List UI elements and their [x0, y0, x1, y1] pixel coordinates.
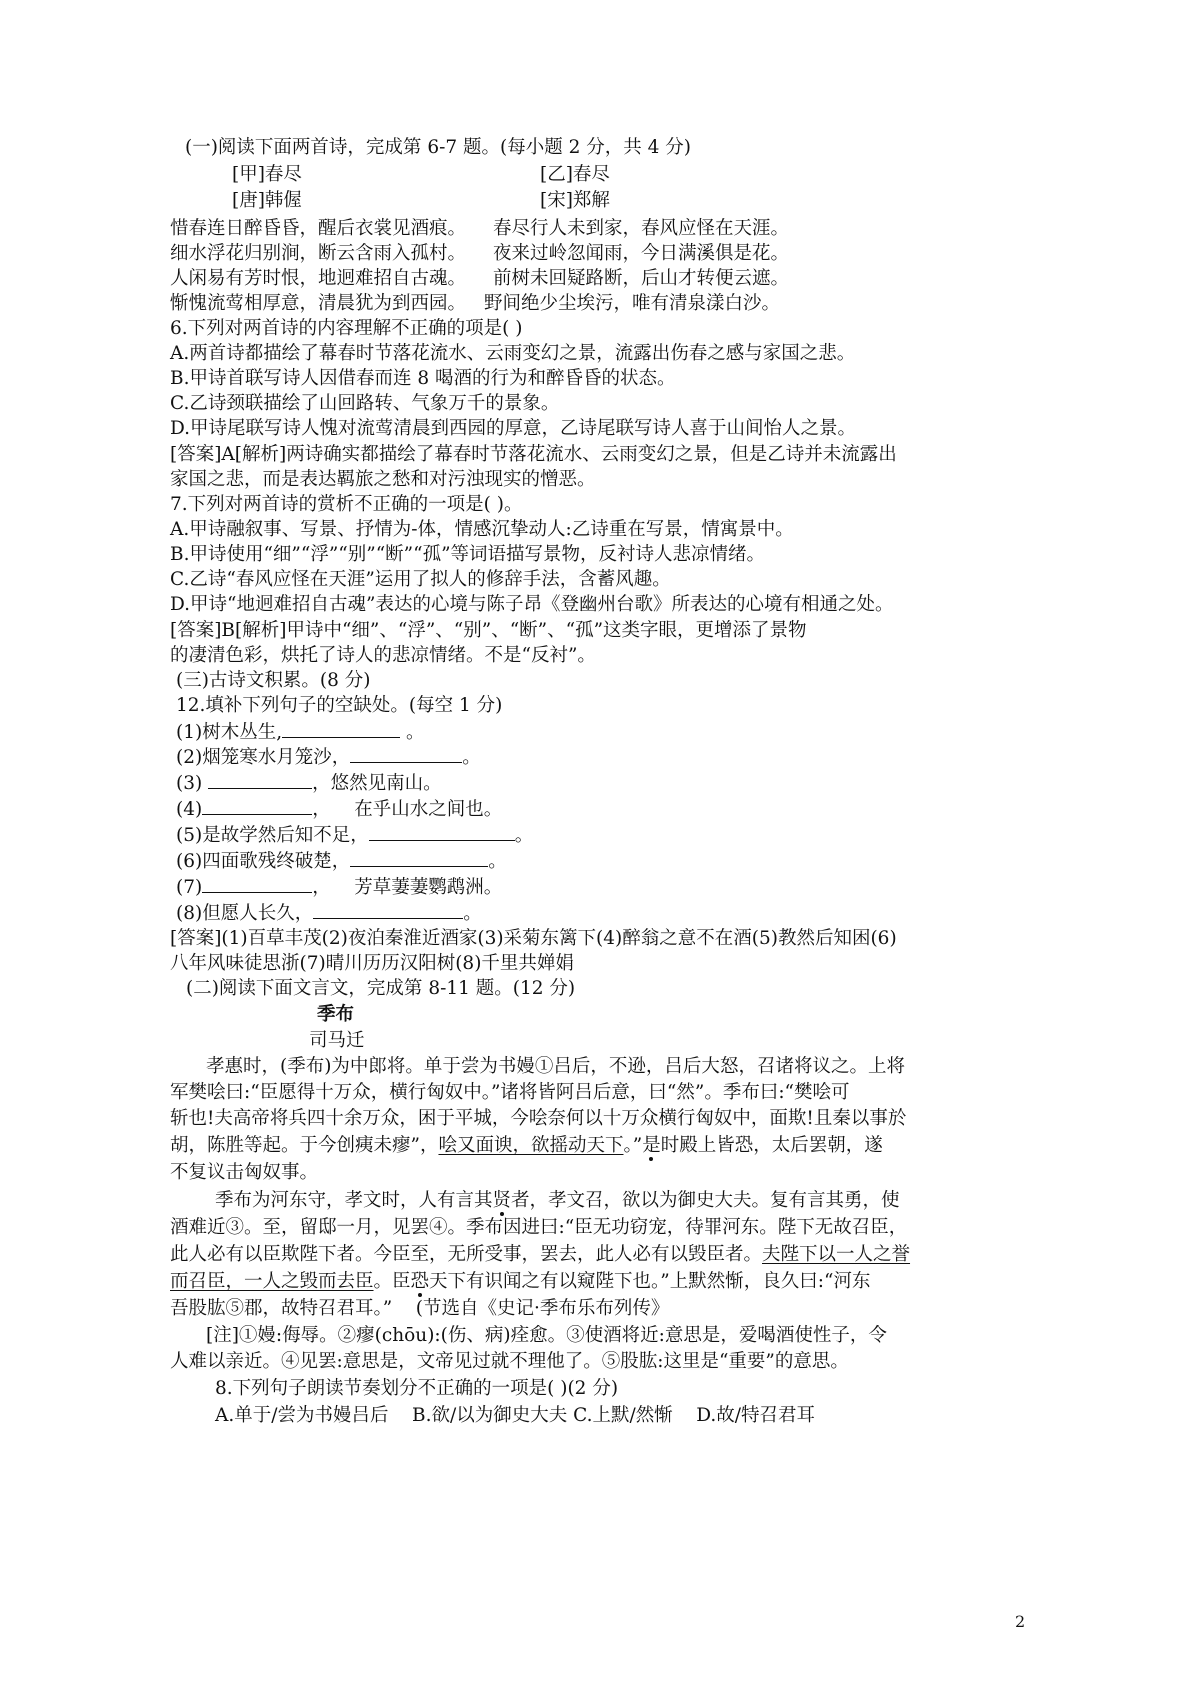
- passage-author: 司马迁: [309, 1030, 365, 1051]
- page-number: 2: [1015, 1612, 1026, 1631]
- q7-option-c: C.乙诗“春风应怪在天涯”运用了拟人的修辞手法，含蓄风趣。: [170, 569, 671, 590]
- q8-options: A.单于/尝为书嫚吕后 B.欲/以为御史大夫 C.上默/然惭 D.故/特召君耳: [215, 1405, 816, 1426]
- q6-option-b: B.甲诗首联写诗人因借春而连 8 喝酒的行为和醉昏昏的状态。: [170, 368, 676, 389]
- poems-intro: (一)阅读下面两首诗，完成第 6-7 题。(每小题 2 分，共 4 分): [185, 137, 691, 158]
- q12-answer: [答案](1)百草丰茂(2)夜泊秦淮近酒家(3)采菊东篱下(4)醉翁之意不在酒(5)教然后知困(6): [170, 928, 897, 949]
- answer-blank[interactable]: [369, 822, 515, 841]
- answer-blank[interactable]: [202, 874, 312, 893]
- q12-item: (2)烟笼寒水月笼沙， 。: [176, 744, 481, 771]
- q7-option-b: B.甲诗使用“细”“浮”“别”“断”“孤”等词语描写景物，反衬诗人悲凉情绪。: [170, 544, 766, 565]
- passage-line: 酒难近③。至，留邸一月，见罢④。季布因进曰:“臣无功窃宠，待罪河东。陛下无故召臣，: [170, 1217, 908, 1238]
- passage-line: 而召臣，一人之毁而去臣。臣恐天下有识闻之有以窥陛下也。”上默然惭，良久曰:“河东: [170, 1271, 871, 1292]
- q7-answer: [答案]B[解析]甲诗中“细”、“浮”、“别”、“断”、“孤”这类字眼，更增添了景物: [170, 620, 807, 641]
- q7-option-d: D.甲诗“地迥难招自古魂”表达的心境与陈子昂《登幽州台歌》所表达的心境有相通之处。: [170, 594, 894, 615]
- underlined-sentence: 哙又面谀，欲摇动天下: [438, 1135, 624, 1156]
- dotted-character: 贤: [492, 1190, 512, 1211]
- q8-stem: 8.下列句子朗读节奏划分不正确的一项是( )(2 分): [215, 1378, 619, 1399]
- answer-blank[interactable]: [282, 719, 400, 738]
- section2-intro: (二)阅读下面文言文，完成第 8-11 题。(12 分): [186, 978, 576, 999]
- passage-line: 此人必有以臣欺陛下者。今臣至，无所受事，罢去，此人必有以毁臣者。夫陛下以一人之誉: [170, 1244, 911, 1265]
- q7-stem: 7.下列对两首诗的赏析不正确的一项是( )。: [170, 494, 523, 515]
- q6-option-d: D.甲诗尾联写诗人愧对流莺清晨到西园的厚意，乙诗尾联写诗人喜于山间怡人之景。: [170, 418, 857, 439]
- answer-blank[interactable]: [202, 796, 312, 815]
- q6-answer: [答案]A[解析]两诗确实都描绘了幕春时节落花流水、云雨变幻之景，但是乙诗并未流露出: [170, 444, 897, 465]
- passage-line: 孝惠时，(季布)为中郎将。单于尝为书嫚①吕后，不逊，吕后大怒，召诸将议之。上将: [206, 1056, 905, 1077]
- q12-item: (4) ， 在乎山水之间也。: [176, 796, 502, 823]
- q7-option-a: A.甲诗融叙事、写景、抒情为-体，情感沉挚动人:乙诗重在写景，情寓景中。: [170, 519, 794, 540]
- notes-cont: 人难以亲近。④见罢:意思是，文帝见过就不理他了。⑤股肱:这里是“重要”的意思。: [170, 1351, 849, 1372]
- poem-a-author: [唐]韩偓: [232, 190, 302, 211]
- q12-item: (8)但愿人长久， 。: [176, 900, 482, 927]
- q12-item: (1)树木丛生, 。: [176, 719, 425, 746]
- q12-answer-cont: 八年风味徒思浙(7)晴川历历汉阳树(8)千里共婵娟: [170, 953, 574, 974]
- poem-a-title: [甲]春尽: [232, 164, 302, 185]
- poem-b-author: [宋]郑解: [540, 190, 610, 211]
- passage-line: 斩也!夫高帝将兵四十余万众，困于平城，今哙奈何以十万众横行匈奴中，面欺!且秦以事於: [170, 1108, 907, 1129]
- underlined-sentence: 夫陛下以一人之誉: [762, 1244, 911, 1265]
- poem-b-line: 前树未回疑路断，后山才转便云遮。: [493, 268, 790, 289]
- dotted-character: 恐: [410, 1271, 430, 1292]
- q6-option-a: A.两首诗都描绘了幕春时节落花流水、云雨变幻之景，流露出伤春之感与家国之悲。: [170, 343, 856, 364]
- underlined-sentence: 而召臣，一人之毁而去臣: [170, 1271, 374, 1292]
- poem-a-line: 惭愧流莺相厚意，清晨犹为到西园。: [170, 293, 467, 314]
- q12-item: (3) ，悠然见南山。: [176, 770, 442, 797]
- passage-line: 不复议击匈奴事。: [170, 1162, 319, 1183]
- answer-blank[interactable]: [208, 770, 312, 789]
- poem-a-line: 惜春连日醉昏昏，醒后衣裳见酒痕。: [170, 218, 467, 239]
- passage-line: 吾股肱⑤郡，故特召君耳。” (节选自《史记·季布乐布列传》: [170, 1298, 670, 1319]
- poem-b-line: 野间绝少尘埃污，唯有清泉漾白沙。: [484, 293, 781, 314]
- q6-stem: 6.下列对两首诗的内容理解不正确的项是( ): [170, 318, 523, 339]
- passage-title: 季布: [317, 1004, 355, 1025]
- section3-title: (三)古诗文积累。(8 分): [176, 670, 371, 691]
- answer-blank[interactable]: [350, 848, 488, 867]
- q6-option-c: C.乙诗颈联描绘了山回路转、气象万千的景象。: [170, 393, 560, 414]
- q12-item: (6)四面歌残终破楚， 。: [176, 848, 507, 875]
- answer-blank[interactable]: [313, 900, 463, 919]
- q6-answer-cont: 家国之悲，而是表达羁旅之愁和对污浊现实的憎恶。: [170, 469, 596, 490]
- poem-b-line: 夜来过岭忽闻雨，今日满溪俱是花。: [493, 243, 790, 264]
- poem-a-line: 细水浮花归别涧，断云含雨入孤村。: [170, 243, 467, 264]
- poem-b-title: [乙]春尽: [540, 164, 610, 185]
- answer-blank[interactable]: [350, 744, 462, 763]
- passage-line: 胡，陈胜等起。于今创痍未瘳”，哙又面谀，欲摇动天下。”是时殿上皆恐，太后罢朝，遂: [170, 1135, 883, 1156]
- q12-item: (5)是故学然后知不足， 。: [176, 822, 533, 849]
- poem-a-line: 人闲易有芳时恨，地迥难招自古魂。: [170, 268, 467, 289]
- dotted-character: 是: [642, 1135, 661, 1156]
- q12-stem: 12.填补下列句子的空缺处。(每空 1 分): [176, 695, 503, 716]
- q7-answer-cont: 的凄清色彩，烘托了诗人的悲凉情绪。不是“反衬”。: [170, 645, 596, 666]
- passage-line: 军樊哙曰:“臣愿得十万众，横行匈奴中。”诸将皆阿吕后意，曰“然”。季布曰:“樊哙可: [170, 1082, 850, 1103]
- notes: [注]①嫚:侮辱。②瘳(chōu):(伤、病)痊愈。③使酒将近:意思是，爱喝酒使性子，令: [206, 1325, 887, 1346]
- poem-b-line: 春尽行人未到家，春风应怪在天涯。: [493, 218, 790, 239]
- q12-item: (7) ， 芳草萋萋鹦鹉洲。: [176, 874, 502, 901]
- passage-line: 季布为河东守，孝文时，人有言其贤者，孝文召，欲以为御史大夫。复有言其勇，使: [215, 1190, 900, 1211]
